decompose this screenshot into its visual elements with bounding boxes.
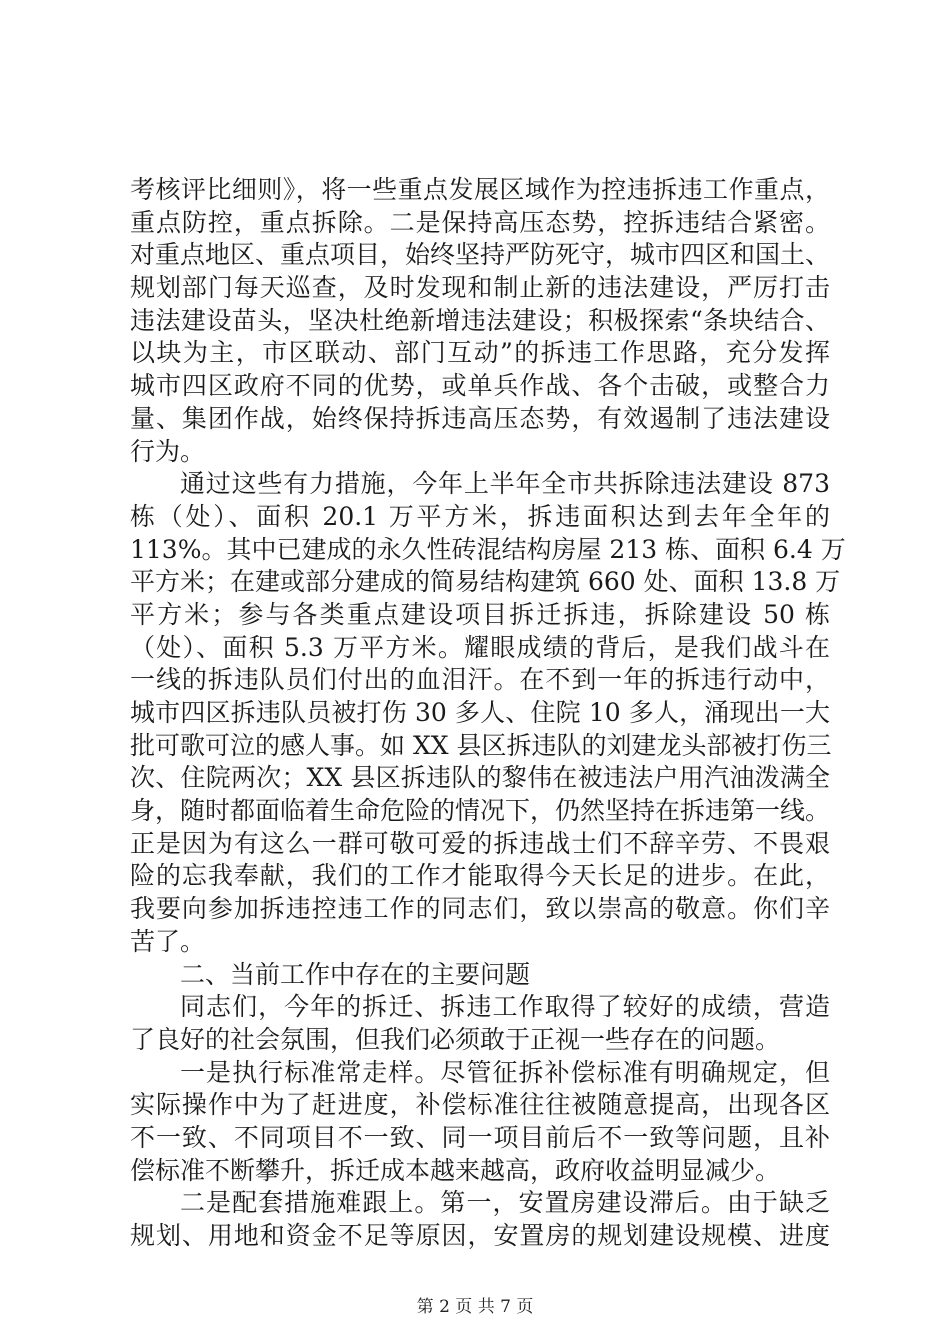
text-line: 我要向参加拆违控违工作的同志们，致以崇高的敬意。你们辛 [130, 894, 830, 924]
text-line: 一是执行标准常走样。尽管征拆补偿标准有明确规定，但 [180, 1057, 830, 1087]
text-line: 身，随时都面临着生命危险的情况下，仍然坚持在拆违第一线。 [130, 796, 831, 826]
text-line: 平方米；在建或部分建成的简易结构建筑 660 处、面积 13.8 万 [130, 567, 841, 597]
document-body [130, 174, 846, 1253]
text-line: 二、当前工作中存在的主要问题 [180, 959, 531, 989]
text-line: 正是因为有这么一群可敬可爱的拆违战士们不辞辛劳、不畏艰 [130, 828, 830, 858]
page-footer [0, 1292, 950, 1317]
text-line: （处）、面积 5.3 万平方米。耀眼成绩的背后，是我们战斗在 [130, 632, 830, 662]
text-line: 偿标准不断攀升，拆迁成本越来越高，政府收益明显减少。 [130, 1155, 781, 1185]
text-line: 次、住院两次；XX 县区拆违队的黎伟在被违法户用汽油泼满全 [130, 763, 830, 793]
text-line: 规划部门每天巡查，及时发现和制止新的违法建设，严厉打击 [130, 273, 830, 303]
text-line: 对重点地区、重点项目，始终坚持严防死守，城市四区和国土、 [130, 240, 831, 270]
text-line: 同志们，今年的拆迁、拆违工作取得了较好的成绩，营造 [180, 992, 830, 1022]
text-line: 险的忘我奉献，我们的工作才能取得今天长足的进步。在此， [130, 861, 830, 891]
text-line: 113%。其中已建成的永久性砖混结构房屋 213 栋、面积 6.4 万 [130, 534, 846, 564]
text-line: 量、集团作战，始终保持拆违高压态势，有效遏制了违法建设 [130, 403, 830, 433]
text-line: 不一致、不同项目不一致、同一项目前后不一致等问题，且补 [130, 1122, 830, 1152]
text-line: 重点防控，重点拆除。二是保持高压态势，控拆违结合紧密。 [130, 207, 830, 237]
text-line: 考核评比细则》，将一些重点发展区域作为控违拆违工作重点， [130, 175, 830, 204]
text-line: 行为。 [130, 436, 206, 466]
text-line: 了良好的社会氛围，但我们必须敢于正视一些存在的问题。 [130, 1024, 781, 1054]
text-line: 二是配套措施难跟上。第一，安置房建设滞后。由于缺乏 [180, 1188, 830, 1218]
text-line: 批可歌可泣的感人事。如 XX 县区拆违队的刘建龙头部被打伤三 [130, 730, 832, 760]
text-line: 通过这些有力措施，今年上半年全市共拆除违法建设 873 [180, 469, 830, 499]
text-line: 苦了。 [130, 926, 206, 956]
text-line: 实际操作中为了赶进度，补偿标准往往被随意提高，出现各区 [130, 1090, 830, 1120]
text-line: 平方米；参与各类重点建设项目拆迁拆违，拆除建设 50 栋 [130, 599, 830, 629]
text-line: 城市四区拆违队员被打伤 30 多人、住院 10 多人，涌现出一大 [130, 698, 830, 727]
text-line: 一线的拆违队员们付出的血泪汗。在不到一年的拆违行动中， [130, 665, 830, 695]
text-line: 以块为主，市区联动、部门互动”的拆违工作思路，充分发挥 [130, 338, 830, 368]
page-number-label: 第 2 页 共 7 页 [416, 1297, 534, 1317]
text-line: 城市四区政府不同的优势，或单兵作战、各个击破，或整合力 [130, 371, 830, 401]
text-line: 栋（处）、面积 20.1 万平方米，拆违面积达到去年全年的 [130, 501, 830, 531]
text-line: 规划、用地和资金不足等原因，安置房的规划建设规模、进度 [130, 1221, 830, 1250]
text-line: 违法建设苗头，坚决杜绝新增违法建设；积极探索“条块结合、 [130, 305, 830, 335]
